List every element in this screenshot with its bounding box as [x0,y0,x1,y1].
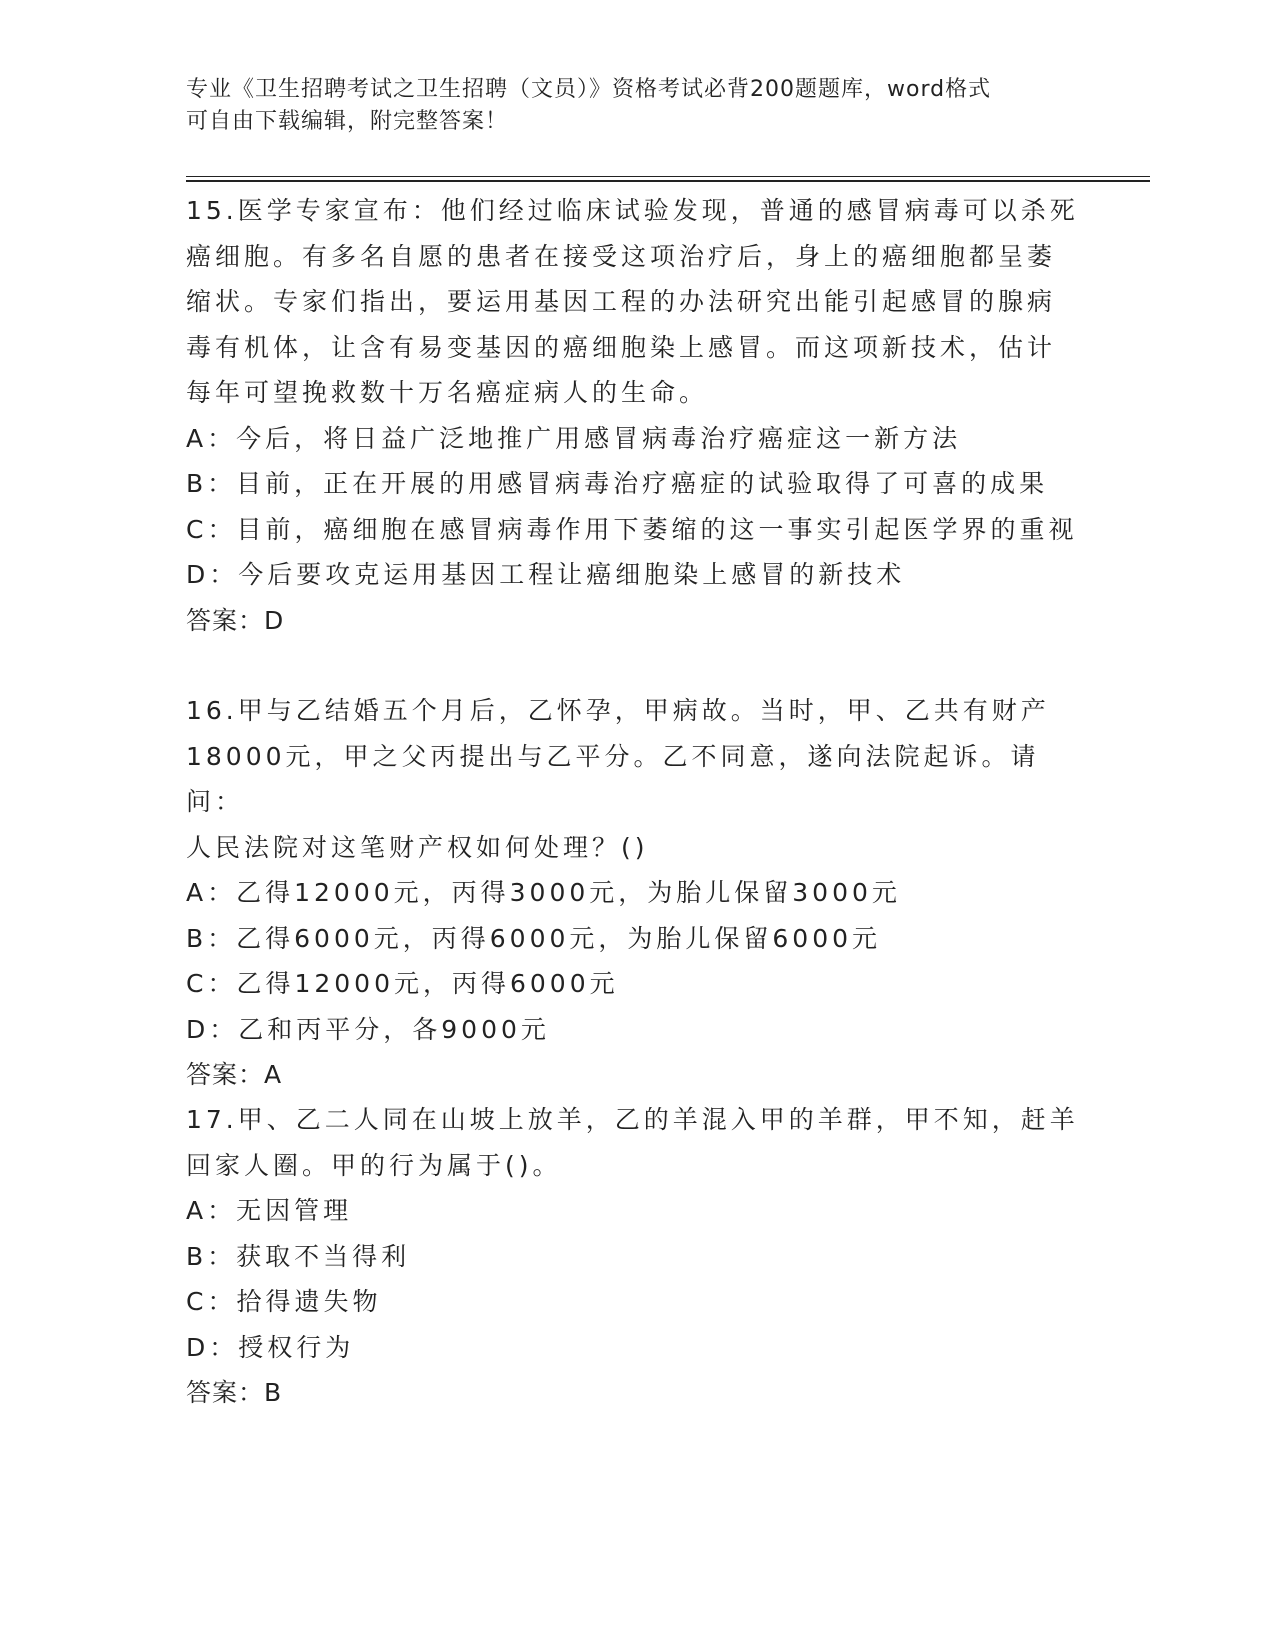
question-stem-line: 癌细胞。有多名自愿的患者在接受这项治疗后，身上的癌细胞都呈萎 [186,241,1057,271]
option-c: C：目前，癌细胞在感冒病毒作用下萎缩的这一事实引起医学界的重视 [186,514,1078,544]
option-d: D：授权行为 [186,1332,355,1362]
header-line-2: 可自由下载编辑，附完整答案！ [186,109,509,134]
question-17 [186,1097,1086,1416]
question-stem-line: 毒有机体，让含有易变基因的癌细胞染上感冒。而这项新技术，估计 [186,332,1057,362]
question-stem-line: 18000元，甲之父丙提出与乙平分。乙不同意，遂向法院起诉。请问： [186,741,1040,816]
answer-line: 答案：B [186,1378,283,1407]
option-c: C：拾得遗失物 [186,1287,382,1316]
answer-line: 答案：A [186,1060,283,1089]
question-stem-line: 缩状。专家们指出，要运用基因工程的办法研究出能引起感冒的腺病 [186,287,1057,316]
option-d: D：今后要攻克运用基因工程让癌细胞染上感冒的新技术 [186,560,906,589]
question-stem-line: 15.医学专家宣布：他们经过临床试验发现，普通的感冒病毒可以杀死 [186,196,1079,225]
option-c: C：乙得12000元，丙得6000元 [186,969,619,998]
header-line-1: 专业《卫生招聘考试之卫生招聘（文员）》资格考试必背200题题库，word格式 [186,77,992,102]
option-d: D：乙和丙平分，各9000元 [186,1014,550,1044]
option-b: B：乙得6000元，丙得6000元，为胎儿保留6000元 [186,923,882,953]
question-stem-line: 回家人圈。甲的行为属于()。 [186,1150,562,1180]
question-stem-line: 每年可望挽救数十万名癌症病人的生命。 [186,378,709,407]
option-a: A：今后，将日益广泛地推广用感冒病毒治疗癌症这一新方法 [186,423,962,453]
option-a: A：无因管理 [186,1196,353,1225]
header-divider-thick [186,180,1150,182]
document-header [186,74,1086,138]
header-divider-thin [186,176,1150,177]
question-15 [186,188,1086,643]
option-b: B：获取不当得利 [186,1241,411,1271]
question-stem-line: 人民法院对这笔财产权如何处理？() [186,832,649,862]
option-a: A：乙得12000元，丙得3000元，为胎儿保留3000元 [186,878,901,907]
option-b: B：目前，正在开展的用感冒病毒治疗癌症的试验取得了可喜的成果 [186,469,1049,498]
question-16 [186,688,1086,1098]
question-stem-line: 16.甲与乙结婚五个月后，乙怀孕，甲病故。当时，甲、乙共有财产 [186,696,1050,725]
answer-line: 答案：D [186,605,285,635]
question-stem-line: 17.甲、乙二人同在山坡上放羊，乙的羊混入甲的羊群，甲不知，赶羊 [186,1105,1079,1134]
